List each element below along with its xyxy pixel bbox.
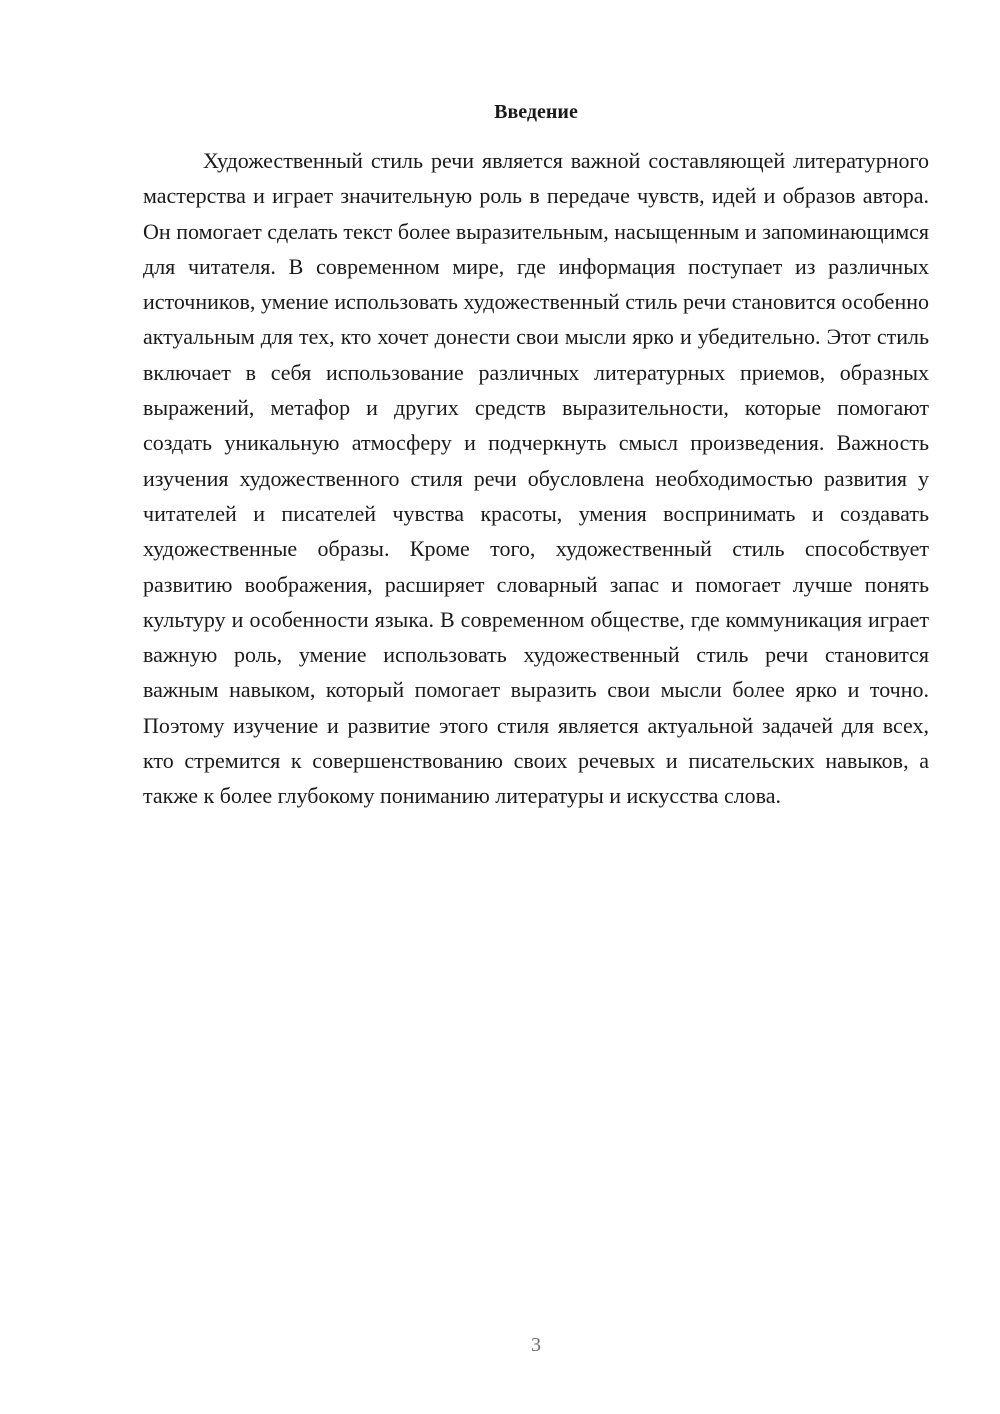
page-number: 3 [531,1334,541,1356]
section-heading: Введение [494,101,578,123]
body-paragraph: Художественный стиль речи является важной составляющей литературного мастерства и играет значительную роль в передаче чувств, идей и образов автора. Он помогает сделать текст более выразительным, насыщенным и запоминающимся для читателя. В современном мире, где информация поступает из различных источников, умение использовать художественный стиль речи становится особенно актуальным для тех, кто хочет донести свои мысли ярко и убедительно. Этот стиль включает в себя использование различных литературных приемов, образных выражений, метафор и других средств выразительности, которые помогают создать уникальную атмосферу и подчеркнуть смысл произведения. Важность изучения художественного стиля речи обусловлена необходимостью развития у читателей и писателей чувства красоты, умения воспринимать и создавать художественные образы. Кроме того, художественный стиль способствует развитию воображения, расширяет словарный запас и помогает лучше понять культуру и особенности языка. В современном обществе, где коммуникация играет важную роль, умение использовать художественный стиль речи становится важным навыком, который помогает выразить свои мысли более ярко и точно. Поэтому изучение и развитие этого стиля является актуальной задачей для всех, кто стремится к совершенствованию своих речевых и писательских навыков, а также к более глубокому пониманию литературы и искусства слова. [143,148,929,809]
